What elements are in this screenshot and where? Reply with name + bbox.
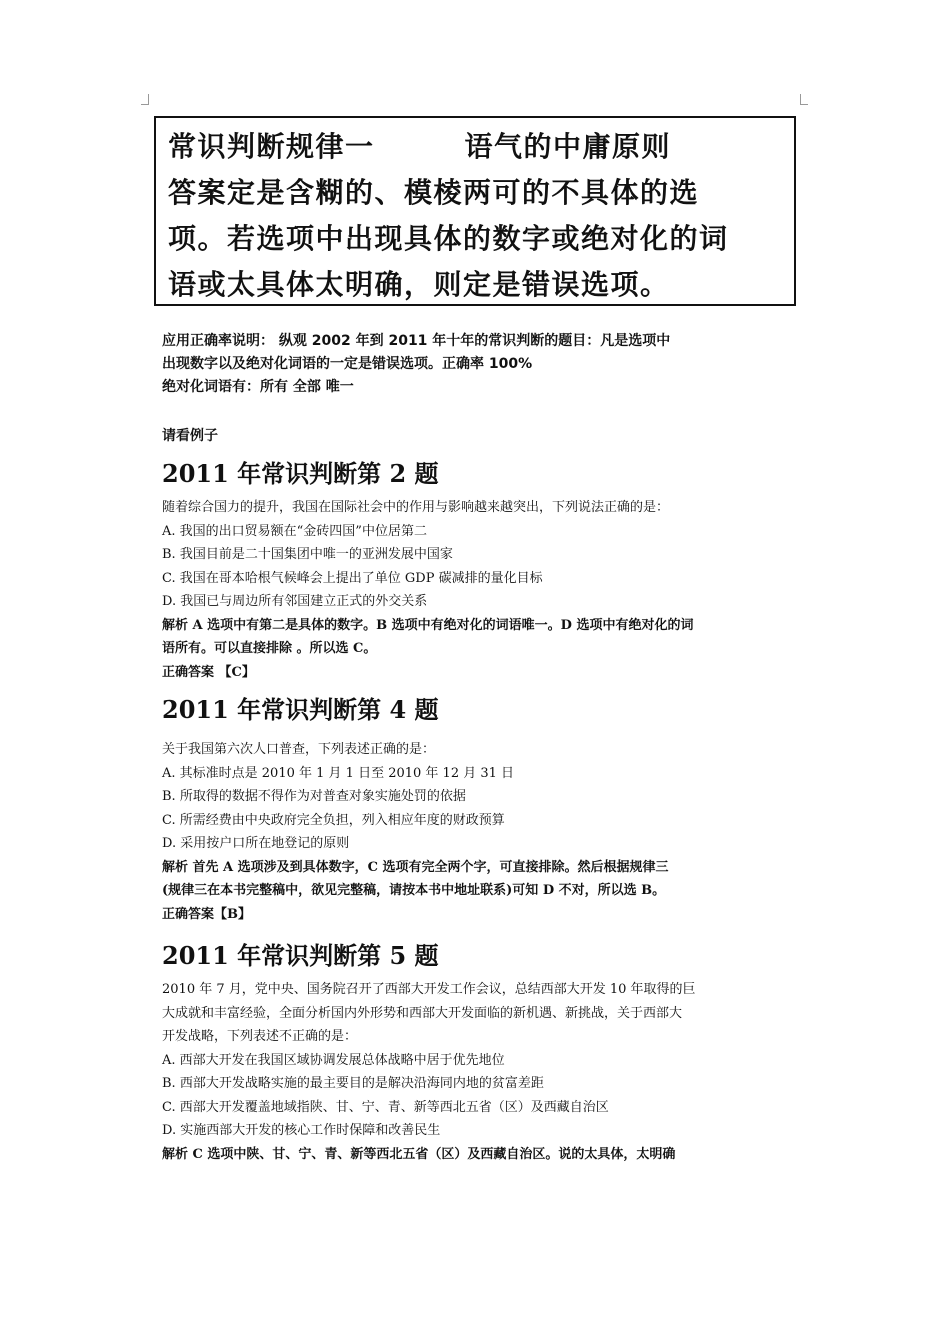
question-option: C. 所需经费由中央政府完全负担，列入相应年度的财政预算 — [162, 812, 505, 828]
question-analysis: (规律三在本书完整稿中，欲见完整稿，请按本书中地址联系)可知 D 不对，所以选 B。 — [162, 883, 666, 898]
rule-text-line: 语或太具体太明确，则定是错误选项。 — [168, 268, 670, 301]
question-option: A. 我国的出口贸易额在“金砖四国”中位居第二 — [162, 523, 427, 539]
question-stem: 开发战略，下列表述不正确的是： — [162, 1029, 358, 1044]
margin-corner-mark — [141, 94, 149, 105]
question-option: D. 采用按户口所在地登记的原则 — [162, 836, 350, 851]
question-heading: 2011 年常识判断第 4 题 — [162, 695, 439, 724]
question-analysis: 解析 C 选项中陕、甘、宁、青、新等西北五省（区）及西藏自治区。说的太具体，太明确 — [162, 1146, 676, 1162]
rule-text-line: 答案定是含糊的、模棱两可的不具体的选 — [168, 176, 700, 209]
question-option: A. 西部大开发在我国区域协调发展总体战略中居于优先地位 — [162, 1052, 505, 1068]
rule-title: 常识判断规律一 — [168, 130, 375, 163]
question-option: B. 西部大开发战略实施的最主要目的是解决沿海同内地的贫富差距 — [162, 1076, 544, 1091]
question-stem: 2010 年 7 月，党中央、国务院召开了西部大开发工作会议，总结西部大开发 10 年取得的巨 — [162, 982, 696, 997]
question-body — [162, 732, 802, 926]
question-option: B. 所取得的数据不得作为对普查对象实施处罚的依据 — [162, 789, 466, 804]
accuracy-note — [162, 330, 802, 399]
question-body — [162, 978, 802, 1166]
question-option: C. 西部大开发覆盖地域指陕、甘、宁、青、新等西北五省（区）及西藏自治区 — [162, 1099, 609, 1115]
question-stem: 随着综合国力的提升，我国在国际社会中的作用与影响越来越突出，下列说法正确的是： — [162, 500, 670, 515]
question-heading: 2011 年常识判断第 2 题 — [162, 459, 439, 488]
question-option: C. 我国在哥本哈根气候峰会上提出了单位 GDP 碳减排的量化目标 — [162, 570, 543, 586]
rule-subtitle: 语气的中庸原则 — [464, 130, 672, 163]
rule-text-line: 项。若选项中出现具体的数字或绝对化的词 — [168, 222, 729, 255]
question-analysis: 解析 首先 A 选项涉及到具体数字，C 选项有完全两个字，可直接排除。然后根据规律三 — [162, 859, 669, 875]
question-stem: 大成就和丰富经验，全面分析国内外形势和西部大开发面临的新机遇、新挑战，关于西部大 — [162, 1005, 683, 1021]
question-body — [162, 496, 802, 684]
question-answer: 正确答案【B】 — [162, 906, 251, 922]
note-line: 出现数字以及绝对化词语的一定是错误选项。正确率 100% — [162, 356, 533, 372]
question-analysis: 语所有。可以直接排除 。所以选 C。 — [162, 641, 377, 656]
note-line: 绝对化词语有：所有 全部 唯一 — [162, 379, 354, 395]
question-answer: 正确答案 【C】 — [162, 664, 255, 680]
question-option: A. 其标准时点是 2010 年 1 月 1 日至 2010 年 12 月 31 日 — [162, 765, 515, 781]
question-stem: 关于我国第六次人口普查，下列表述正确的是： — [162, 742, 436, 757]
rule-box — [154, 116, 796, 306]
question-analysis: 解析 A 选项中有第二是具体的数字。B 选项中有绝对化的词语唯一。D 选项中有绝对化的词 — [162, 617, 694, 633]
question-option: D. 实施西部大开发的核心工作时保障和改善民生 — [162, 1123, 441, 1138]
rule-title-line — [168, 124, 794, 170]
question-block — [162, 694, 802, 926]
question-heading: 2011 年常识判断第 5 题 — [162, 941, 439, 970]
question-block — [162, 458, 802, 684]
question-option: B. 我国目前是二十国集团中唯一的亚洲发展中国家 — [162, 547, 453, 562]
note-line: 应用正确率说明： 纵观 2002 年到 2011 年十年的常识判断的题目：凡是选项中 — [162, 333, 671, 349]
margin-corner-mark — [800, 94, 808, 105]
see-examples-label: 请看例子 — [162, 428, 218, 444]
question-option: D. 我国已与周边所有邻国建立正式的外交关系 — [162, 594, 428, 609]
question-block — [162, 940, 802, 1166]
